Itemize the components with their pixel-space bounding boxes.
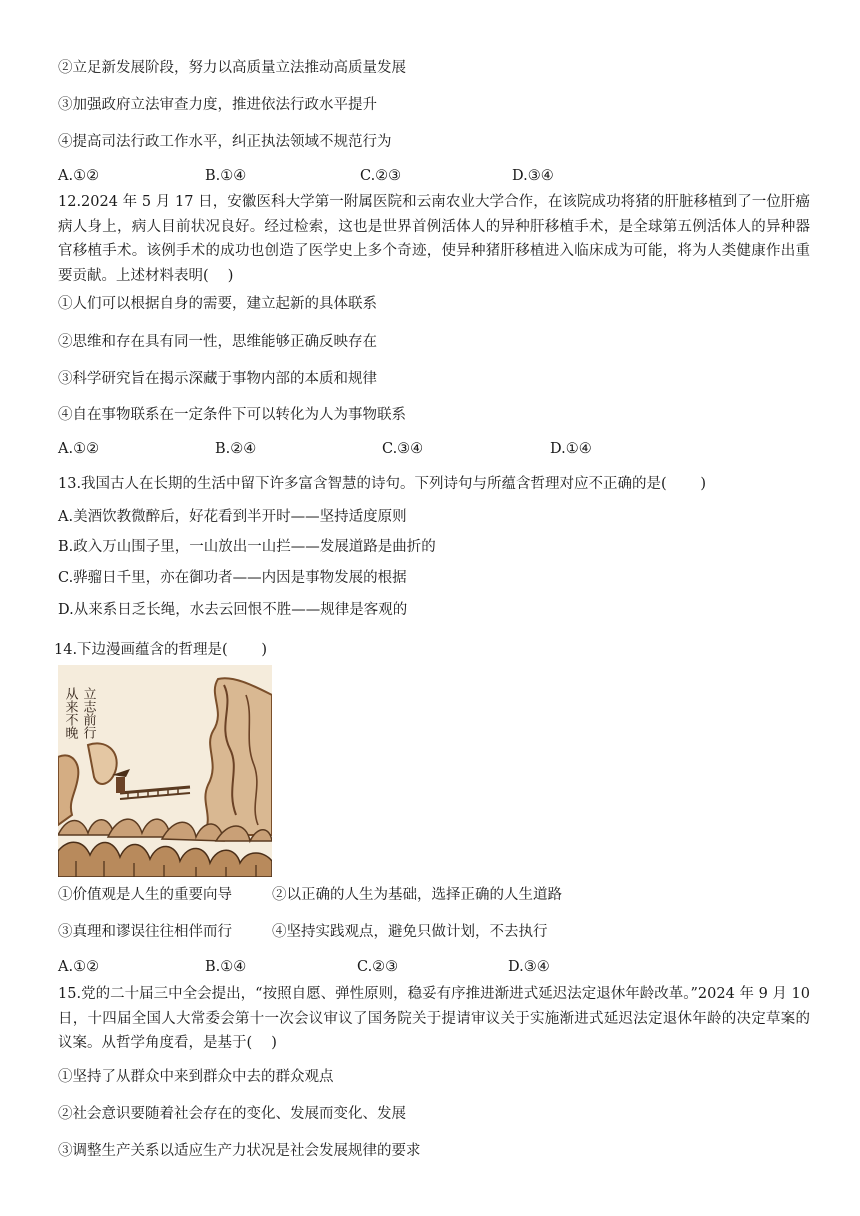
q15-stem: 15.党的二十届三中全会提出，“按照自愿、弹性原则，稳妥有序推进渐进式延迟法定退休年龄改革。”2024 年 9 月 10 日，十四届全国人大常委会第十一次会议审议了国务院关于提请审议关于实施渐进式延迟法定退休年龄的决定草案的议案。从哲学角度看，是基于( ) bbox=[58, 986, 810, 1051]
q14-item-1: ①价值观是人生的重要向导 bbox=[58, 887, 232, 903]
q13-option-d: D.从来系日乏长绳，水去云回恨不胜——规律是客观的 bbox=[58, 602, 408, 618]
q15-item-3: ③调整生产关系以适应生产力状况是社会发展规律的要求 bbox=[58, 1143, 421, 1159]
q14-item-4: ④坚持实践观点，避免只做计划，不去执行 bbox=[272, 924, 548, 940]
q11-option-d: D.③④ bbox=[512, 168, 554, 184]
svg-text:从来不晚: 从来不晚 bbox=[62, 687, 78, 739]
q13-option-c: C.骅骝日千里，亦在御功者——内因是事物发展的根据 bbox=[58, 570, 407, 586]
q11-item-4: ④提高司法行政工作水平，纠正执法领域不规范行为 bbox=[58, 134, 392, 150]
q13-option-a: A.美酒饮教微醉后，好花看到半开时——坚持适度原则 bbox=[58, 509, 407, 525]
q11-option-c: C.②③ bbox=[360, 168, 402, 184]
q12-stem: 12.2024 年 5 月 17 日，安徽医科大学第一附属医院和云南农业大学合作，在该院成功将猪的肝脏移植到了一位肝癌病人身上，病人目前状况良好。经过检索，这也是世界首例活体人的异种肝移植手术，是全球第五例活体人的异种器官移植手术。该例手术的成功也创造了医学史上多个奇迹，使异种猪肝移植进入临床成为可能，将为人类健康作出重要贡献。上述材料表明( ) bbox=[58, 194, 810, 284]
q14-option-c: C.②③ bbox=[357, 959, 399, 975]
q12-option-b: B.②④ bbox=[215, 441, 257, 457]
q14-stem: 14.下边漫画蕴含的哲理是( ) bbox=[54, 642, 267, 658]
cartoon-image bbox=[58, 665, 272, 877]
q12-option-a: A.①② bbox=[58, 441, 100, 457]
q13-stem: 13.我国古人在长期的生活中留下许多富含智慧的诗句。下列诗句与所蕴含哲理对应不正确的是( ) bbox=[58, 476, 706, 492]
q12-item-1: ①人们可以根据自身的需要，建立起新的具体联系 bbox=[58, 296, 377, 312]
q12-option-d: D.①④ bbox=[550, 441, 592, 457]
q11-item-2: ②立足新发展阶段，努力以高质量立法推动高质量发展 bbox=[58, 60, 406, 76]
q12-item-3: ③科学研究旨在揭示深藏于事物内部的本质和规律 bbox=[58, 371, 377, 387]
q14-item-3: ③真理和谬误往往相伴而行 bbox=[58, 924, 232, 940]
q14-option-a: A.①② bbox=[58, 959, 100, 975]
q12-item-4: ④自在事物联系在一定条件下可以转化为人为事物联系 bbox=[58, 407, 406, 423]
q15-item-2: ②社会意识要随着社会存在的变化、发展而变化、发展 bbox=[58, 1106, 406, 1122]
svg-text:立志前行: 立志前行 bbox=[80, 687, 96, 739]
q14-option-d: D.③④ bbox=[508, 959, 550, 975]
q14-option-b: B.①④ bbox=[205, 959, 247, 975]
q12-item-2: ②思维和存在具有同一性，思维能够正确反映存在 bbox=[58, 334, 377, 350]
q11-option-b: B.①④ bbox=[205, 168, 247, 184]
q15-item-1: ①坚持了从群众中来到群众中去的群众观点 bbox=[58, 1069, 334, 1085]
q11-option-a: A.①② bbox=[58, 168, 100, 184]
q11-item-3: ③加强政府立法审查力度，推进依法行政水平提升 bbox=[58, 97, 377, 113]
q12-option-c: C.③④ bbox=[382, 441, 424, 457]
q13-option-b: B.政入万山围子里，一山放出一山拦——发展道路是曲折的 bbox=[58, 539, 436, 555]
q14-item-2: ②以正确的人生为基础，选择正确的人生道路 bbox=[272, 887, 562, 903]
